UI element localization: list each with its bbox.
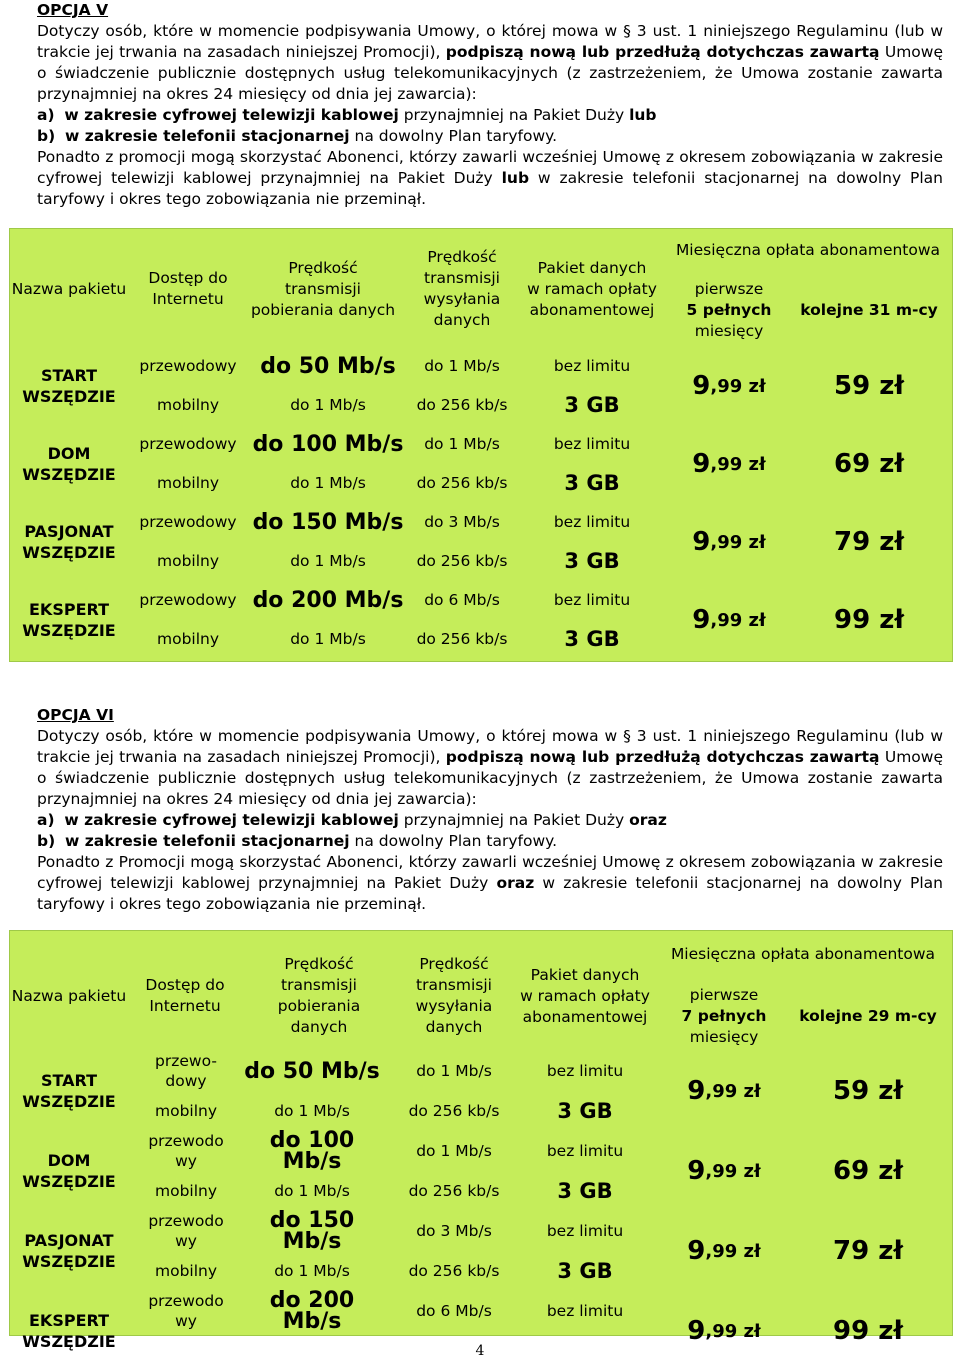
mobile-access: mobilny <box>156 630 220 648</box>
header-first-bold: 5 pełnych <box>686 300 772 319</box>
item-a-label: a) <box>37 811 55 829</box>
header-monthly-fee-text: Miesięczna opłata abonamentowa <box>675 240 941 259</box>
header-name <box>10 239 128 339</box>
package-name: PASJONAT WSZĘDZIE <box>22 522 116 562</box>
mobile-data-package: 3 GB <box>564 627 620 651</box>
opcja-vi-p2-text: Ponadto z Promocji mogą skorzystać Abonenci, którzy zawarli wcześniej Umowę z okresem zobowiązania w zakresie cyfrowej telewizji kablowej przynajmniej na Pakiet Duży <box>37 853 943 892</box>
opcja-vi-title: OPCJA VI <box>37 706 114 724</box>
price-first-decimal: ,99 zł <box>705 1240 761 1262</box>
mobile-download-speed: do 1 Mb/s <box>274 1101 350 1120</box>
header-first-months <box>670 277 788 343</box>
price-first-months <box>660 1051 788 1131</box>
package-name: START WSZĘDZIE <box>22 366 116 406</box>
mobile-download-speed: do 1 Mb/s <box>274 1261 350 1280</box>
wired-data-package: bez limitu <box>553 513 631 531</box>
wired-access: przewodo wy <box>148 1212 224 1250</box>
header-data-package <box>526 239 658 339</box>
header-access <box>128 239 248 339</box>
opcja-vi-paragraph-1 <box>37 726 943 810</box>
header-name-text: Nazwa pakietu <box>11 986 127 1005</box>
package-name: PASJONAT WSZĘDZIE <box>22 1231 116 1271</box>
price-first-integer: 9 <box>692 370 711 401</box>
price-first-integer: 9 <box>687 1075 706 1106</box>
wired-download-speed: do 150 Mb/s <box>269 1208 355 1254</box>
header-access <box>128 941 242 1051</box>
wired-download-speed: do 200 Mb/s <box>252 588 404 613</box>
package-name: DOM WSZĘDZIE <box>22 444 116 484</box>
mobile-download-speed: do 1 Mb/s <box>290 396 366 414</box>
package-name: DOM WSZĘDZIE <box>22 1151 116 1191</box>
price-first-decimal: ,99 zł <box>705 1160 761 1182</box>
wired-access: przewodo wy <box>148 1132 224 1170</box>
mobile-upload-speed: do 256 kb/s <box>408 1261 500 1280</box>
header-first-end: miesięcy <box>689 1027 759 1046</box>
header-download <box>254 941 384 1051</box>
price-next-months: 69 zł <box>833 448 904 479</box>
opcja-vi-p1-rest: Umowę o świadczenie publicznie dostępnych usług telekomunikacyjnych (z zastrzeżeniem, że Umowa zostanie zawarta przynajmniej na okres 24 miesięcy od dnia jej zawarcia): <box>37 748 944 808</box>
opcja-vi-section <box>37 705 943 915</box>
item-a-conj: lub <box>629 106 657 124</box>
wired-download-speed: do 100 Mb/s <box>269 1128 355 1174</box>
price-first-decimal: ,99 zł <box>710 531 766 553</box>
header-name <box>10 941 128 1051</box>
item-a-bold: w zakresie cyfrowej telewizji kablowej <box>64 811 399 829</box>
wired-upload-speed: do 3 Mb/s <box>424 513 500 531</box>
header-upload <box>394 941 514 1051</box>
price-next-months: 59 zł <box>833 370 904 401</box>
wired-download-speed: do 50 Mb/s <box>260 354 396 379</box>
mobile-data-package: 3 GB <box>557 1178 613 1203</box>
wired-upload-speed: do 1 Mb/s <box>416 1061 492 1080</box>
header-first-label: pierwsze <box>694 279 764 298</box>
header-data-package-rest: w ramach opłaty abonamentowej <box>520 986 650 1026</box>
wired-upload-speed: do 1 Mb/s <box>416 1141 492 1160</box>
price-first-months <box>670 503 788 581</box>
header-upload-text: Prędkość transmisji wysyłania danych <box>423 248 501 329</box>
package-name: EKSPERT WSZĘDZIE <box>22 600 116 640</box>
mobile-access: mobilny <box>156 552 220 570</box>
price-first-integer: 9 <box>687 1315 706 1346</box>
opcja-v-p1-bold: podpiszą nową lub przedłużą dotychczas zawartą <box>445 43 880 61</box>
opcja-vi-item-a <box>37 810 943 831</box>
wired-data-package: bez limitu <box>546 1061 624 1080</box>
header-next-months <box>788 983 948 1049</box>
mobile-upload-speed: do 256 kb/s <box>408 1181 500 1200</box>
price-first-months <box>660 1291 788 1371</box>
item-a-text: przynajmniej na Pakiet Duży <box>398 811 630 829</box>
price-first-months <box>670 347 788 425</box>
opcja-v-paragraph-1 <box>37 21 943 105</box>
wired-download-speed: do 150 Mb/s <box>252 510 404 535</box>
header-download-text: Prędkość transmisji pobierania danych <box>250 258 396 319</box>
mobile-data-package: 3 GB <box>564 549 620 573</box>
price-first-decimal: ,99 zł <box>705 1320 761 1342</box>
mobile-data-package: 3 GB <box>557 1098 613 1123</box>
item-b-label: b) <box>37 832 56 850</box>
wired-download-speed: do 200 Mb/s <box>269 1288 355 1334</box>
header-download-text: Prędkość transmisji pobierania danych <box>277 955 361 1036</box>
mobile-download-speed: do 1 Mb/s <box>290 474 366 492</box>
wired-upload-speed: do 3 Mb/s <box>416 1221 492 1240</box>
header-access-text: Dostęp do Internetu <box>148 269 228 308</box>
wired-data-package: bez limitu <box>553 435 631 453</box>
price-first-integer: 9 <box>692 604 711 635</box>
price-first-months <box>670 581 788 659</box>
mobile-upload-speed: do 256 kb/s <box>416 396 508 414</box>
item-b-label: b) <box>37 127 56 145</box>
item-b-bold: w zakresie telefonii stacjonarnej <box>65 832 350 850</box>
wired-data-package: bez limitu <box>546 1221 624 1240</box>
header-first-months <box>660 983 788 1049</box>
header-first-bold: 7 pełnych <box>681 1006 767 1025</box>
item-a-conj: oraz <box>629 811 667 829</box>
header-data-package-bold: Pakiet danych <box>537 258 647 277</box>
price-first-decimal: ,99 zł <box>705 1080 761 1102</box>
mobile-upload-speed: do 256 kb/s <box>408 1101 500 1120</box>
header-upload-text: Prędkość transmisji wysyłania danych <box>415 955 493 1036</box>
price-first-integer: 9 <box>692 526 711 557</box>
header-next-text: kolejne 29 m-cy <box>799 1006 937 1025</box>
mobile-download-speed: do 1 Mb/s <box>290 552 366 570</box>
header-next-text: kolejne 31 m-cy <box>800 300 938 319</box>
price-first-decimal: ,99 zł <box>710 375 766 397</box>
wired-upload-speed: do 1 Mb/s <box>424 435 500 453</box>
mobile-download-speed: do 1 Mb/s <box>290 630 366 648</box>
price-next-months: 69 zł <box>832 1155 903 1186</box>
wired-data-package: bez limitu <box>553 357 631 375</box>
opcja-v-p2-bold: lub <box>501 169 530 187</box>
mobile-access: mobilny <box>154 1181 218 1200</box>
opcja-vi-p1-bold: podpiszą nową lub przedłużą dotychczas zawartą <box>445 748 880 766</box>
price-first-integer: 9 <box>692 448 711 479</box>
wired-upload-speed: do 6 Mb/s <box>424 591 500 609</box>
header-data-package-bold: Pakiet danych <box>530 965 640 984</box>
item-a-bold: w zakresie cyfrowej telewizji kablowej <box>64 106 399 124</box>
opcja-v-p2-rest: w zakresie telefonii stacjonarnej na dowolny Plan taryfowy i okres tego zobowiązania nie przeminął. <box>37 169 943 208</box>
header-monthly-fee <box>660 931 946 977</box>
wired-access: przewodo wy <box>148 1292 224 1330</box>
opcja-v-p1-text: Dotyczy osób, które w momencie podpisywania Umowy, o której mowa w § 3 ust. 1 niniejszego Regulaminu (lub w trakcie jej trwania na zasadach niniejszej Promocji), <box>37 22 943 61</box>
opcja-v-section <box>37 0 943 210</box>
header-next-months <box>792 277 946 343</box>
mobile-download-speed: do 1 Mb/s <box>274 1181 350 1200</box>
mobile-data-package: 3 GB <box>557 1258 613 1283</box>
header-data-package <box>514 941 656 1051</box>
mobile-access: mobilny <box>156 396 220 414</box>
price-next-months: 79 zł <box>833 526 904 557</box>
pricing-table-opcja-vi <box>9 930 953 1351</box>
header-access-text: Dostęp do Internetu <box>145 976 225 1015</box>
item-b-text: na dowolny Plan taryfowy. <box>349 832 558 850</box>
wired-access: przewo-dowy <box>155 1052 217 1090</box>
mobile-upload-speed: do 256 kb/s <box>416 474 508 492</box>
wired-upload-speed: do 6 Mb/s <box>416 1301 492 1320</box>
mobile-upload-speed: do 256 kb/s <box>416 552 508 570</box>
opcja-vi-p2-bold: oraz <box>496 874 535 892</box>
header-data-package-rest: w ramach opłaty abonamentowej <box>527 279 657 319</box>
opcja-vi-p1-text: Dotyczy osób, które w momencie podpisywania Umowy, o której mowa w § 3 ust. 1 niniejszego Regulaminu (lub w trakcie jej trwania na zasadach niniejszej Promocji), <box>37 727 943 766</box>
price-next-months: 99 zł <box>832 1315 903 1346</box>
wired-download-speed: do 50 Mb/s <box>244 1058 380 1084</box>
opcja-v-item-b <box>37 126 943 147</box>
item-b-bold: w zakresie telefonii stacjonarnej <box>65 127 350 145</box>
price-next-months: 99 zł <box>833 604 904 635</box>
opcja-vi-p2-rest: w zakresie telefonii stacjonarnej na dowolny Plan taryfowy i okres tego zobowiązania nie przeminął. <box>37 874 944 913</box>
price-next-months: 79 zł <box>832 1235 903 1266</box>
item-a-text: przynajmniej na Pakiet Duży <box>398 106 630 124</box>
wired-upload-speed: do 1 Mb/s <box>424 357 500 375</box>
mobile-access: mobilny <box>156 474 220 492</box>
header-upload <box>408 239 516 339</box>
price-first-months <box>670 425 788 503</box>
wired-data-package: bez limitu <box>546 1301 624 1320</box>
wired-download-speed: do 100 Mb/s <box>252 432 404 457</box>
wired-access: przewodowy <box>139 591 237 609</box>
price-first-decimal: ,99 zł <box>710 453 766 475</box>
opcja-vi-item-b <box>37 831 943 852</box>
opcja-v-p1-rest: Umowę o świadczenie publicznie dostępnych usług telekomunikacyjnych (z zastrzeżeniem, że Umowa zostanie zawarta przynajmniej na okres 24 miesięcy od dnia jej zawarcia): <box>37 43 944 103</box>
mobile-access: mobilny <box>154 1101 218 1120</box>
wired-data-package: bez limitu <box>546 1141 624 1160</box>
wired-access: przewodowy <box>139 513 237 531</box>
mobile-upload-speed: do 256 kb/s <box>416 630 508 648</box>
price-first-integer: 9 <box>687 1235 706 1266</box>
header-monthly-fee-text: Miesięczna opłata abonamentowa <box>670 944 936 963</box>
opcja-v-p2-text: Ponadto z promocji mogą skorzystać Abonenci, którzy zawarli wcześniej Umowę z okresem zobowiązania w zakresie cyfrowej telewizji kablowej przynajmniej na Pakiet Duży <box>37 148 943 187</box>
item-a-label: a) <box>37 106 55 124</box>
pricing-table-opcja-v <box>9 228 953 662</box>
wired-data-package: bez limitu <box>553 591 631 609</box>
wired-access: przewodowy <box>139 357 237 375</box>
price-first-integer: 9 <box>687 1155 706 1186</box>
header-name-text: Nazwa pakietu <box>11 279 127 298</box>
header-download <box>248 239 398 339</box>
opcja-v-title: OPCJA V <box>37 1 109 19</box>
opcja-v-item-a <box>37 105 943 126</box>
price-first-decimal: ,99 zł <box>710 609 766 631</box>
price-first-months <box>660 1131 788 1211</box>
mobile-access: mobilny <box>154 1261 218 1280</box>
mobile-data-package: 3 GB <box>564 471 620 495</box>
price-first-months <box>660 1211 788 1291</box>
header-first-end: miesięcy <box>694 321 764 340</box>
mobile-data-package: 3 GB <box>564 393 620 417</box>
header-first-label: pierwsze <box>689 985 759 1004</box>
header-monthly-fee <box>670 229 946 271</box>
opcja-vi-paragraph-2 <box>37 852 943 915</box>
page-number: 4 <box>475 1343 485 1359</box>
package-name: EKSPERT WSZĘDZIE <box>22 1311 116 1351</box>
package-name: START WSZĘDZIE <box>22 1071 116 1111</box>
wired-access: przewodowy <box>139 435 237 453</box>
item-b-text: na dowolny Plan taryfowy. <box>349 127 558 145</box>
price-next-months: 59 zł <box>832 1075 903 1106</box>
opcja-v-paragraph-2 <box>37 147 943 210</box>
